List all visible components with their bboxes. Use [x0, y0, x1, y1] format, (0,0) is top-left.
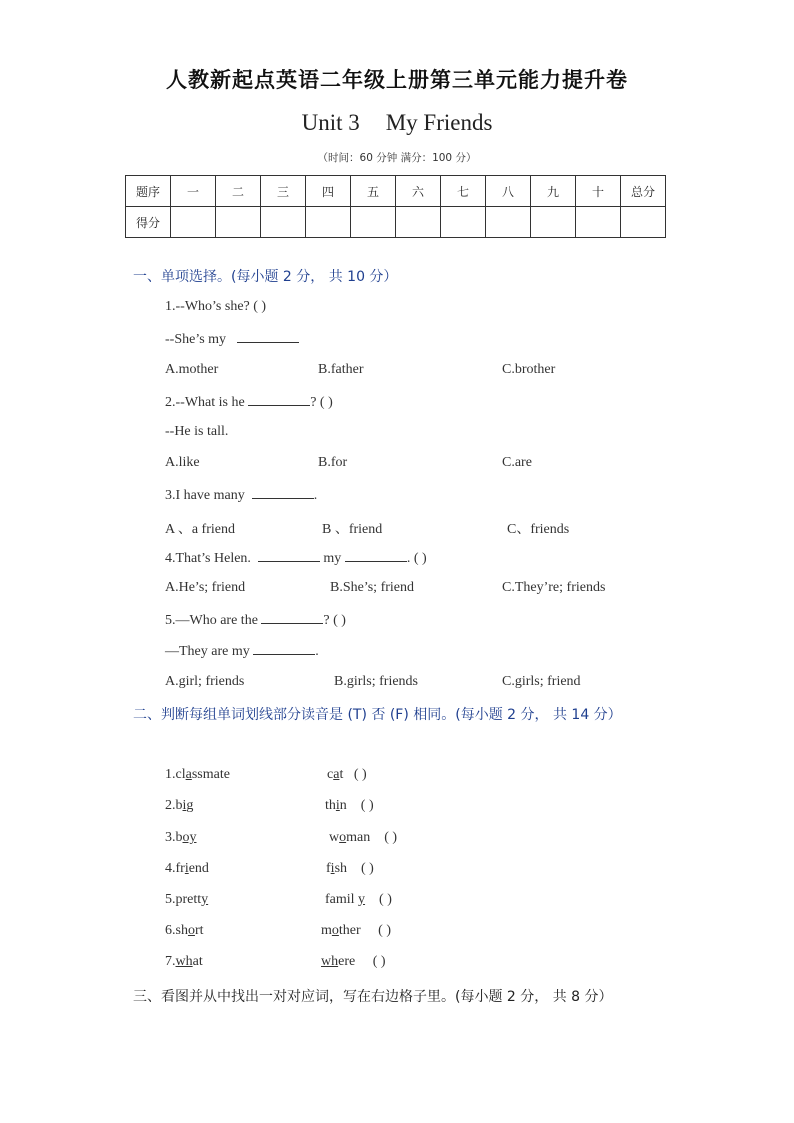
unit-subtitle [0, 110, 794, 136]
q4-question [165, 549, 427, 567]
q5-option-b: B.girls; friends [334, 674, 418, 689]
item-number: 7. [165, 954, 176, 969]
q1-option-a: A.mother [165, 362, 219, 377]
section3-heading: 三、看图并从中找出一对对应词，写在右边格子里。(每小题 2 分， 共 8 分） [133, 989, 613, 1005]
word1-underlined: y [201, 892, 209, 907]
q2-option-b: B.for [318, 455, 348, 470]
word1-part: fr [175, 861, 185, 876]
item-number: 3. [165, 830, 176, 845]
section2-heading: 二、判断每组单词划线部分读音是 (T) 否 (F) 相同。(每小题 2 分， 共 14 分） [133, 707, 622, 723]
q4-option-c: C.They’re; friends [502, 580, 606, 595]
score-col-header: 总分 [621, 176, 666, 207]
word2-part: famil [325, 892, 359, 907]
word2-underlined: o [331, 923, 339, 938]
q2-question [165, 393, 333, 411]
score-col-header: 四 [306, 176, 351, 207]
answer-paren[interactable]: ( ) [379, 892, 392, 907]
q3-option-a: A 、a friend [165, 522, 235, 537]
s2-item-4 [165, 861, 209, 877]
word2-part: sh [334, 861, 348, 876]
unit-name: My Friends [385, 110, 493, 135]
q1-option-c: C.brother [502, 362, 556, 377]
word1-part: ssmate [191, 767, 230, 782]
s2-item-6-word2 [321, 923, 391, 939]
word1-underlined: o [187, 923, 195, 938]
score-cell[interactable] [486, 207, 531, 238]
answer-paren[interactable]: ( ) [378, 923, 391, 938]
word1-part: sh [175, 923, 188, 938]
q1-option-b: B.father [318, 362, 364, 377]
item-number: 6. [165, 923, 176, 938]
s2-item-6 [165, 923, 204, 939]
word1-part: g [186, 798, 194, 813]
q3-text: 3.I have many [165, 488, 245, 503]
score-table-row-label: 得分 [126, 207, 171, 238]
q5-option-c: C.girls; friend [502, 674, 581, 689]
answer-paren[interactable]: ( ) [360, 798, 374, 813]
q2-option-a: A.like [165, 455, 200, 470]
score-col-header: 二 [216, 176, 261, 207]
s2-item-1-word2 [327, 767, 367, 783]
word2-underlined: i [335, 798, 340, 813]
q5-text: 5.—Who are the [165, 613, 258, 628]
answer-blank[interactable] [252, 486, 314, 499]
q5-text2: —They are my [165, 644, 250, 659]
word2-part: c [327, 767, 334, 782]
s2-item-7-word2 [321, 954, 386, 970]
q1-question: 1.--Who’s she? ( ) [165, 299, 267, 314]
score-cell[interactable] [216, 207, 261, 238]
q5-text2-end: . [315, 644, 319, 659]
word2-part: m [321, 923, 332, 938]
score-col-header: 九 [531, 176, 576, 207]
q4-option-b: B.She’s; friend [330, 580, 414, 595]
item-number: 1. [165, 767, 176, 782]
q5-text-end: ? ( ) [323, 613, 346, 628]
answer-paren[interactable]: ( ) [353, 767, 367, 782]
section1-heading: 一、单项选择。(每小题 2 分， 共 10 分） [133, 269, 398, 285]
s2-item-5-word2 [325, 892, 392, 908]
score-col-header: 五 [351, 176, 396, 207]
score-cell[interactable] [531, 207, 576, 238]
s2-item-3 [165, 830, 197, 846]
s2-item-2-word2 [325, 798, 374, 814]
word1-part: cl [175, 767, 186, 782]
answer-blank[interactable] [261, 611, 323, 624]
score-col-header: 六 [396, 176, 441, 207]
score-col-header: 一 [171, 176, 216, 207]
q3-option-c: C、friends [507, 522, 570, 537]
q4-text-mid: my [323, 551, 342, 566]
item-number: 2. [165, 798, 176, 813]
q2-text: 2.--What is he [165, 395, 245, 410]
q4-text: 4.That’s Helen. [165, 551, 251, 566]
score-cell[interactable] [171, 207, 216, 238]
word2-part: f [326, 861, 331, 876]
word1-underlined: i [182, 798, 187, 813]
s2-item-1 [165, 767, 230, 783]
q1-line2 [165, 330, 299, 348]
answer-paren[interactable]: ( ) [384, 830, 398, 845]
word1-underlined: i [184, 861, 189, 876]
q2-text-end: ? ( ) [310, 395, 333, 410]
word2-underlined: wh [321, 954, 339, 969]
score-table [125, 175, 666, 238]
q2-line2: --He is tall. [165, 424, 229, 439]
q4-option-a: A.He’s; friend [165, 580, 246, 595]
unit-number: Unit 3 [301, 110, 360, 135]
answer-blank[interactable] [248, 393, 310, 406]
word2-part: man [346, 830, 371, 845]
s2-item-5 [165, 892, 208, 908]
q3-option-b: B 、friend [322, 522, 383, 537]
word1-underlined: wh [175, 954, 193, 969]
score-col-header: 三 [261, 176, 306, 207]
word2-part: w [329, 830, 340, 845]
score-cell[interactable] [261, 207, 306, 238]
score-cell[interactable] [576, 207, 621, 238]
word1-part: b [175, 798, 183, 813]
word1-part: prett [175, 892, 202, 907]
score-table-score-row [126, 207, 666, 238]
word1-underlined: oy [182, 830, 197, 845]
item-number: 4. [165, 861, 176, 876]
time-info: （时间：60 分钟 满分：100 分） [317, 152, 477, 164]
word2-underlined: y [358, 892, 366, 907]
score-col-header: 八 [486, 176, 531, 207]
answer-blank[interactable] [345, 549, 407, 562]
score-cell[interactable] [621, 207, 666, 238]
q3-question [165, 486, 317, 504]
s2-item-3-word2 [329, 830, 397, 846]
s2-item-7 [165, 954, 203, 970]
score-cell[interactable] [396, 207, 441, 238]
word2-part: th [325, 798, 336, 813]
score-table-header-row [126, 176, 666, 207]
s2-item-2 [165, 798, 193, 814]
score-cell[interactable] [306, 207, 351, 238]
score-cell[interactable] [351, 207, 396, 238]
q5-option-a: A.girl; friends [165, 674, 245, 689]
score-col-header: 十 [576, 176, 621, 207]
word2-underlined: i [330, 861, 335, 876]
word2-part: n [339, 798, 347, 813]
word2-underlined: a [333, 767, 340, 782]
word2-part: ther [338, 923, 361, 938]
score-col-header: 七 [441, 176, 486, 207]
q3-text-end: . [313, 488, 318, 503]
score-cell[interactable] [441, 207, 486, 238]
s2-item-4-word2 [326, 861, 374, 877]
page-title: 人教新起点英语二年级上册第三单元能力提升卷 [166, 68, 628, 92]
q2-option-c: C.are [502, 455, 532, 470]
word1-part: rt [194, 923, 204, 938]
word1-part: b [175, 830, 183, 845]
q1-text: --She’s my [165, 332, 227, 347]
word2-part: ere [338, 954, 356, 969]
word2-part: t [339, 767, 344, 782]
word1-part: at [192, 954, 203, 969]
answer-blank[interactable] [237, 330, 299, 343]
word1-part: end [188, 861, 209, 876]
answer-paren[interactable]: ( ) [361, 861, 374, 876]
word2-underlined: o [339, 830, 347, 845]
q5-line2 [165, 642, 319, 660]
item-number: 5. [165, 892, 176, 907]
q4-text-end: . ( ) [406, 551, 427, 566]
answer-blank[interactable] [253, 642, 315, 655]
word1-underlined: a [185, 767, 192, 782]
q5-question [165, 611, 346, 629]
answer-blank[interactable] [258, 549, 320, 562]
answer-paren[interactable]: ( ) [372, 954, 386, 969]
score-table-row-label: 题序 [126, 176, 171, 207]
